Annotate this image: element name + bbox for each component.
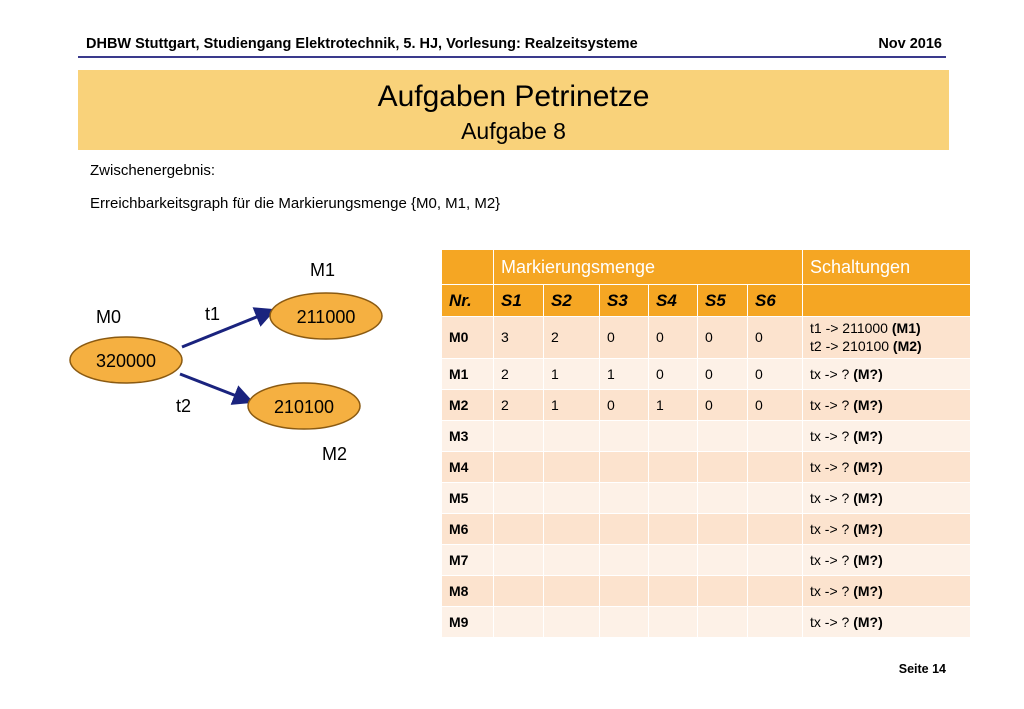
table-row: [442, 317, 971, 359]
cell-s1: 3: [494, 317, 544, 359]
col-header-s4: S4: [649, 285, 698, 317]
transition-target: (M?): [853, 521, 883, 537]
cell-s1: 2: [494, 390, 544, 421]
cell-transitions: [803, 483, 971, 514]
cell-s2: [544, 452, 600, 483]
transition-text: tx -> ?: [810, 552, 854, 568]
row-number: M2: [442, 390, 494, 421]
cell-s2: [544, 545, 600, 576]
col-header-nr: Nr.: [442, 285, 494, 317]
table-group-header-row: [442, 250, 971, 285]
cell-s6: [748, 514, 803, 545]
table-row: [442, 576, 971, 607]
transition-line: [810, 490, 963, 506]
transition-target: (M2): [892, 337, 922, 354]
cell-s3: [600, 607, 649, 638]
header-course: DHBW Stuttgart, Studiengang Elektrotechnik, 5. HJ, Vorlesung: Realzeitsysteme: [86, 36, 638, 52]
transition-text: t1 -> 211000: [810, 320, 892, 336]
table-row: [442, 390, 971, 421]
cell-s2: 2: [544, 317, 600, 359]
node-m1-label: M1: [310, 260, 336, 280]
cell-s5: 0: [698, 359, 748, 390]
col-header-empty: [803, 285, 971, 317]
cell-s2: [544, 514, 600, 545]
cell-s6: [748, 483, 803, 514]
cell-s4: [649, 452, 698, 483]
cell-s4: [649, 545, 698, 576]
col-header-s6: S6: [748, 285, 803, 317]
cell-transitions: [803, 390, 971, 421]
cell-s6: 0: [748, 359, 803, 390]
node-m2-label: M2: [322, 444, 348, 464]
row-number: M8: [442, 576, 494, 607]
transition-text: tx -> ?: [810, 397, 854, 413]
row-number: M5: [442, 483, 494, 514]
marking-table: [441, 249, 971, 638]
cell-s1: [494, 576, 544, 607]
table-row: [442, 514, 971, 545]
transition-line: [810, 614, 963, 630]
transition-text: tx -> ?: [810, 521, 854, 537]
cell-s4: 0: [649, 359, 698, 390]
transition-target: (M?): [853, 552, 883, 568]
transition-line: [810, 397, 963, 413]
cell-s5: [698, 514, 748, 545]
transition-text: tx -> ?: [810, 428, 854, 444]
table-row: [442, 483, 971, 514]
transition-target: (M1): [891, 320, 921, 336]
col-header-s2: S2: [544, 285, 600, 317]
row-number: M1: [442, 359, 494, 390]
edge-t1-label: t1: [205, 304, 221, 324]
transition-text: tx -> ?: [810, 490, 854, 506]
transition-text: t2 -> 210100: [810, 337, 893, 354]
row-number: M9: [442, 607, 494, 638]
col-header-s3: S3: [600, 285, 649, 317]
cell-s2: [544, 421, 600, 452]
transition-text: tx -> ?: [810, 459, 854, 475]
transition-line: [810, 459, 963, 475]
cell-transitions: [803, 317, 971, 359]
cell-s6: 0: [748, 317, 803, 359]
transition-target: (M?): [853, 614, 883, 630]
reachability-graph: [0, 0, 420, 480]
cell-s4: 1: [649, 390, 698, 421]
cell-s2: 1: [544, 390, 600, 421]
node-m1-marking: 211000: [296, 307, 356, 327]
row-number: M7: [442, 545, 494, 576]
table-row: [442, 359, 971, 390]
transition-line: [810, 320, 963, 338]
cell-s5: 0: [698, 317, 748, 359]
cell-transitions: [803, 421, 971, 452]
cell-s2: [544, 483, 600, 514]
cell-s4: [649, 483, 698, 514]
cell-s1: [494, 514, 544, 545]
cell-s5: [698, 607, 748, 638]
transition-line: [810, 521, 963, 537]
cell-s6: 0: [748, 390, 803, 421]
cell-transitions: [803, 576, 971, 607]
cell-s2: [544, 576, 600, 607]
cell-s5: 0: [698, 390, 748, 421]
cell-s2: 1: [544, 359, 600, 390]
transition-target: (M?): [853, 490, 883, 506]
cell-s6: [748, 545, 803, 576]
cell-s5: [698, 421, 748, 452]
cell-s1: [494, 483, 544, 514]
table-row: [442, 421, 971, 452]
cell-s3: 0: [600, 390, 649, 421]
cell-s6: [748, 607, 803, 638]
transition-text: tx -> ?: [810, 366, 854, 382]
cell-s5: [698, 452, 748, 483]
page-number: Seite 14: [898, 662, 946, 676]
intro-description: Erreichbarkeitsgraph für die Markierungsmenge {M0, M1, M2}: [90, 195, 501, 212]
cell-s4: [649, 514, 698, 545]
header-transitions: Schaltungen: [803, 250, 971, 285]
cell-s6: [748, 576, 803, 607]
cell-s4: 0: [649, 317, 698, 359]
transition-target: (M?): [853, 459, 883, 475]
transition-target: (M?): [853, 583, 883, 599]
edge-t1-arrow: [182, 310, 274, 347]
transition-line: [810, 366, 963, 382]
header-blank-cell: [442, 250, 494, 285]
cell-s3: [600, 545, 649, 576]
cell-s1: [494, 607, 544, 638]
node-m0-marking: 320000: [95, 351, 157, 371]
cell-s4: [649, 421, 698, 452]
cell-s3: 1: [600, 359, 649, 390]
cell-transitions: [803, 514, 971, 545]
transition-line: [810, 583, 963, 599]
cell-s3: [600, 421, 649, 452]
transition-target: (M?): [853, 397, 883, 413]
header-date: Nov 2016: [878, 36, 942, 52]
page-title: Aufgaben Petrinetze: [377, 80, 650, 113]
cell-s3: [600, 452, 649, 483]
cell-s3: [600, 514, 649, 545]
cell-s3: 0: [600, 317, 649, 359]
cell-s5: [698, 576, 748, 607]
cell-s1: 2: [494, 359, 544, 390]
cell-transitions: [803, 452, 971, 483]
transition-line: [810, 428, 963, 444]
table-row: [442, 545, 971, 576]
transition-text: tx -> ?: [810, 583, 854, 599]
page-subtitle: Aufgabe 8: [461, 118, 566, 144]
transition-target: (M?): [853, 366, 883, 382]
edge-t2-label: t2: [176, 396, 192, 416]
header-markings: Markierungsmenge: [494, 250, 803, 285]
intro-heading: Zwischenergebnis:: [90, 162, 216, 179]
cell-s3: [600, 576, 649, 607]
transition-text: tx -> ?: [810, 614, 854, 630]
cell-s1: [494, 545, 544, 576]
cell-transitions: [803, 545, 971, 576]
cell-s5: [698, 483, 748, 514]
cell-s4: [649, 576, 698, 607]
row-number: M3: [442, 421, 494, 452]
node-m2-marking: 210100: [273, 397, 335, 417]
cell-s2: [544, 607, 600, 638]
cell-s6: [748, 452, 803, 483]
transition-line: [810, 552, 963, 568]
cell-transitions: [803, 607, 971, 638]
cell-s4: [649, 607, 698, 638]
transition-line: [810, 338, 963, 356]
transition-target: (M?): [853, 428, 883, 444]
cell-s3: [600, 483, 649, 514]
row-number: M0: [442, 317, 494, 359]
col-header-s5: S5: [698, 285, 748, 317]
cell-s6: [748, 421, 803, 452]
table-row: [442, 452, 971, 483]
node-m0-label: M0: [96, 307, 122, 327]
cell-s5: [698, 545, 748, 576]
row-number: M4: [442, 452, 494, 483]
col-header-s1: S1: [494, 285, 544, 317]
cell-transitions: [803, 359, 971, 390]
cell-s1: [494, 452, 544, 483]
row-number: M6: [442, 514, 494, 545]
cell-s1: [494, 421, 544, 452]
table-column-header-row: [442, 285, 971, 317]
table-row: [442, 607, 971, 638]
